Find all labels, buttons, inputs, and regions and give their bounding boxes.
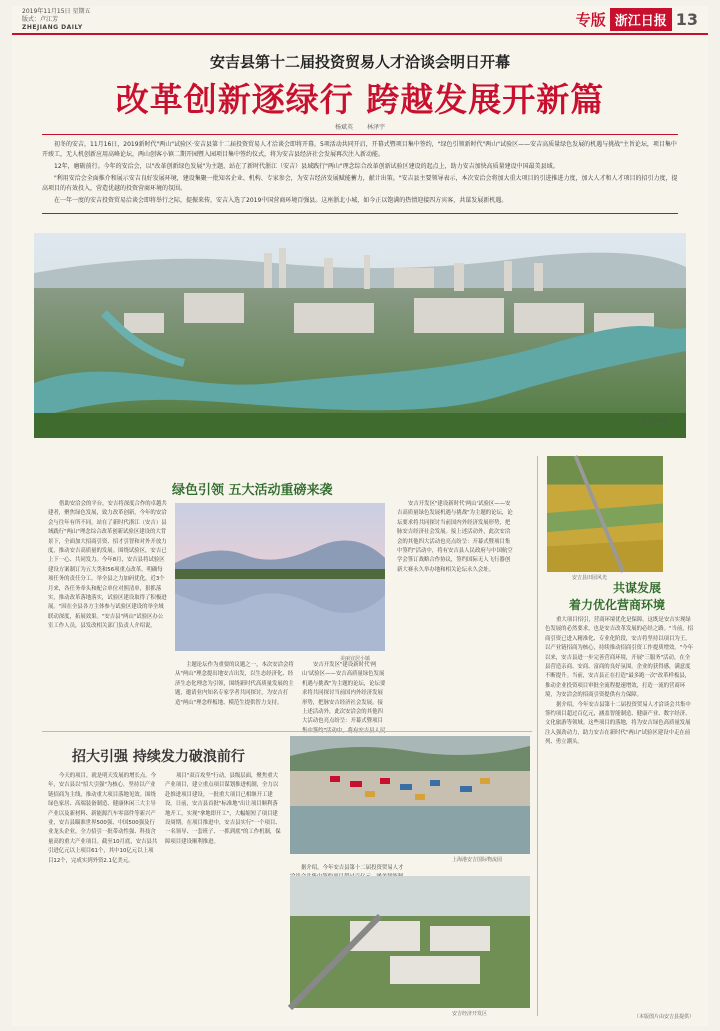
port-photo xyxy=(290,736,530,854)
lead-paragraph: 初冬的安吉，11月16日，2019新时代"两山"试验区·安吉县第十二届投资贸易人才洽谈会即将开幕，5项活动共同开启，开幕式暨项目集中签约，"绿色引领新时代"两山"试验区——安吉高质量绿色发展的机遇与挑战"主旨论坛，项目集中开竣工，无人机创新应用高峰论坛，两山创客小镇二期开园暨入园项目集中签约仪式，将为安吉县经济社会发展再次注入新动能。 xyxy=(42,141,677,158)
text-column xyxy=(397,500,515,725)
lake-caption: 美丽宜居小镇 xyxy=(340,656,371,662)
paragraph: 今天的项目，就是明天发展的增长点。今年，安吉县以"招大引强"为核心，坚持以产业链招商为主线，推动重大项目落地见效。围绕绿色家居、高端装备制造、健康休闲三大主导产业以及新材料、新能源汽车零部件等新兴产业，安吉县瞄准世界500强、中国500强及行业龙头企业，全力招引一批带动性强、科技含量高的重大产业项目。截至10月底，安吉县共引进亿元以上项目61个，其中10亿元以上项目12个，完成实到外资2.1亿美元。 xyxy=(48,773,158,864)
text-column xyxy=(545,616,695,1011)
section-title-env-line1: 共谋发展 xyxy=(612,581,661,595)
main-headline: 改革创新逐绿行 跨越发展开新篇 xyxy=(115,80,605,119)
header-rule xyxy=(12,33,708,35)
park-caption: 安吉经济开发区 xyxy=(452,1011,488,1017)
paragraph: 重大项目招引，营商环境优化是保障。这既是安吉实现绿色发展的必然要求，也是安吉改革发展的必经之路。"当前，招商引资已进入精准化、专业化阶段，安吉将坚持以项目为王，以产业链招商为核心，持续推动招商引资工作提质增效。"今年以来，安吉县进一步完善营商环境，开展"三服务"活动，在全县营造亲商、安商、富商的良好氛围。企业的获得感，满意度不断提升。当前，安吉县正在打造"最多跑一次"改革样板县，推动企业投资项目审批全流程提速增效，打造一流的营商环境，为安洽会的招商引资提供有力保障。 xyxy=(545,617,694,699)
lake-photo xyxy=(175,503,385,651)
photo-credit-footer: （本版图片由安吉县提供） xyxy=(633,1014,694,1020)
port-caption: 上海港安吉国际物流园 xyxy=(452,857,503,863)
header-date: 2019年11月15日 星期五 xyxy=(22,8,91,15)
lead-paragraph: "利用安洽会全面推介和展示安吉良好发展环境，建设集聚一批知名企业、机构、专家参会，为安吉经济发展赋能蓄力，献计出策。"安吉县主要领导表示，本次安洽会将加大重大项目的引进推进力度，加大人才和人才项目的招引力度，提高项目的有效投入，营造优越的投资营商环境的氛围。 xyxy=(42,175,678,192)
text-column xyxy=(175,661,295,725)
fields-photo xyxy=(544,453,666,575)
text-column xyxy=(302,661,387,725)
paragraph: 据介绍，今年安吉县第十二届投资贸易人才洽谈会共集中签约项目超过百亿元，涵盖智能制造、健康产业、数字经济、文化旅游等领域。这些项目的落地，将为安吉绿色高质量发展注入强劲动力，助力安吉在新时代"两山"试验区建设中走在前列、勇立潮头。 xyxy=(545,701,691,746)
section-divider xyxy=(42,731,532,732)
aerial-city-photo xyxy=(34,233,686,438)
newspaper-page xyxy=(12,6,708,1026)
column-divider xyxy=(537,456,538,1016)
section-title-invest: 招大引强 持续发力破浪前行 xyxy=(72,749,245,765)
paragraph: 安吉开发区"建设新时代'两山'试验区——安吉高质量绿色发展机遇与挑战"为主题的论坛，论坛要求将共同探讨当前国内外经济发展形势，把脉安吉经济社会发展。接上述活动外，此次安洽会的其他四大活动也亮点纷呈：开幕式暨项目 xyxy=(302,662,386,725)
paragraph: 主题论坛作为重要的议题之一，本次安洽会将从"两山"理念提出地安吉出发，以生态经济化、经济生态化理念为引领，围绕新时代高质量发展的主题，邀请业内知名专家学者共同探讨，为安吉打造"两山"理念样板地、模范生提供智力支持。 xyxy=(175,662,294,706)
header-masthead xyxy=(576,8,698,30)
lead-paragraph: 在一年一度的安吉投资贸易洽谈会即将举行之际，提振来传，安吉入选了2019中国营商环境百强县。这座浙北小城，如今正以饱满的热情迎接四方宾客，共谋发展新机遇。 xyxy=(54,197,508,204)
header-edition: 版式：卢江芳 xyxy=(22,16,59,23)
byline xyxy=(12,122,708,131)
lead-paragraph: 12年，磨砺前行。今年的安洽会，以"改革创新绿色发展"为主题，站在了新时代浙江（安吉）县域践行"两山"理念综合改革创新试验区建设的起点上，助力安吉加快高质量建设中国最美县域。 xyxy=(54,163,559,170)
aerial-photo-credit: 安吉县风光 xyxy=(642,419,668,425)
paragraph: 安吉开发区"建设新时代'两山'试验区——安吉高质量绿色发展机遇与挑战"为主题的论坛，论坛要求将共同探讨当前国内外经济发展形势，把脉安吉经济社会发展。接上述活动外，此次安洽会的其他四大活动也亮点纷呈：开幕式暨项目集中签约"活动中，将有安吉县人民政府与中国航空学会签订战略合作协议，签约国际无人飞行器创新大赛永久举办地和相关论坛永久会址。 xyxy=(397,501,513,573)
park-photo xyxy=(290,876,530,1008)
paragraph: 据介绍，今年安吉县第十二届投资贸易人才 xyxy=(301,865,404,871)
text-column xyxy=(165,772,283,1016)
page-number: 13 xyxy=(675,9,698,29)
header-meta xyxy=(22,8,90,32)
section-title-env-line2: 着力优化营商环境 xyxy=(568,598,665,612)
paragraph: 借助安洽会的平台，安吉将深度合作的卓越共建者，聚焦绿色发展，致力改革创新，今年的安洽会与往年有所不同，站在了新时代浙江（安吉）县域践行"两山"理念综合改革创新试验区建设的大背景下，全面加大招商引资、招才引智和对外开放力度，推动安吉高质量的发展。围绕试验区，安吉已上下一心、共同发力。今年8月，安吉县将试验区建设方案制订为五大类和56项重点改革，明确每项任务的责任分工。举全县之力加码优化，近3个月来，各任务牵头和配合单位对照清单，狠抓落实，推动改革落地落实，试验区建设取得了积极进展。"因在全县各方主体参与试验区建设的举全域联动深度，拓展效果。"安吉县"两山"试验区办公室工作人员，县发改相关部门负责人介绍说。 xyxy=(48,501,167,630)
paragraph: 项目"双百攻坚"行动，县级层面，聚焦重大产业项目，建立重点项目谋划推进机制，全力以赴推进项目建设。一批重大项目已相继开工建设。日前，安吉县首批"标准地"出让项目顺利落地开工，实现"拿地即开工"，大幅缩短了项目建设周期。在项目推进中，安吉县实行"一个项目、一名领导、一套班子、一抓到底"的工作机制，保障项目建设顺利推进。 xyxy=(165,773,281,845)
fields-caption: 安吉县田园风光 xyxy=(572,575,608,581)
text-column xyxy=(48,500,168,725)
header-brand: ZHEJIANG DAILY xyxy=(22,24,83,31)
kicker-title: 安吉县第十二届投资贸易人才洽谈会明日开幕 xyxy=(209,53,510,71)
author-2: 林泽宇 xyxy=(366,124,385,131)
lead-paragraphs xyxy=(42,134,678,214)
newspaper-logo: 浙江日报 xyxy=(610,8,672,31)
section-label: 专版 xyxy=(575,10,606,29)
text-column xyxy=(48,772,158,1016)
author-1: 杨斌英 xyxy=(335,124,354,131)
section-title-green: 绿色引领 五大活动重磅来袭 xyxy=(172,483,333,498)
